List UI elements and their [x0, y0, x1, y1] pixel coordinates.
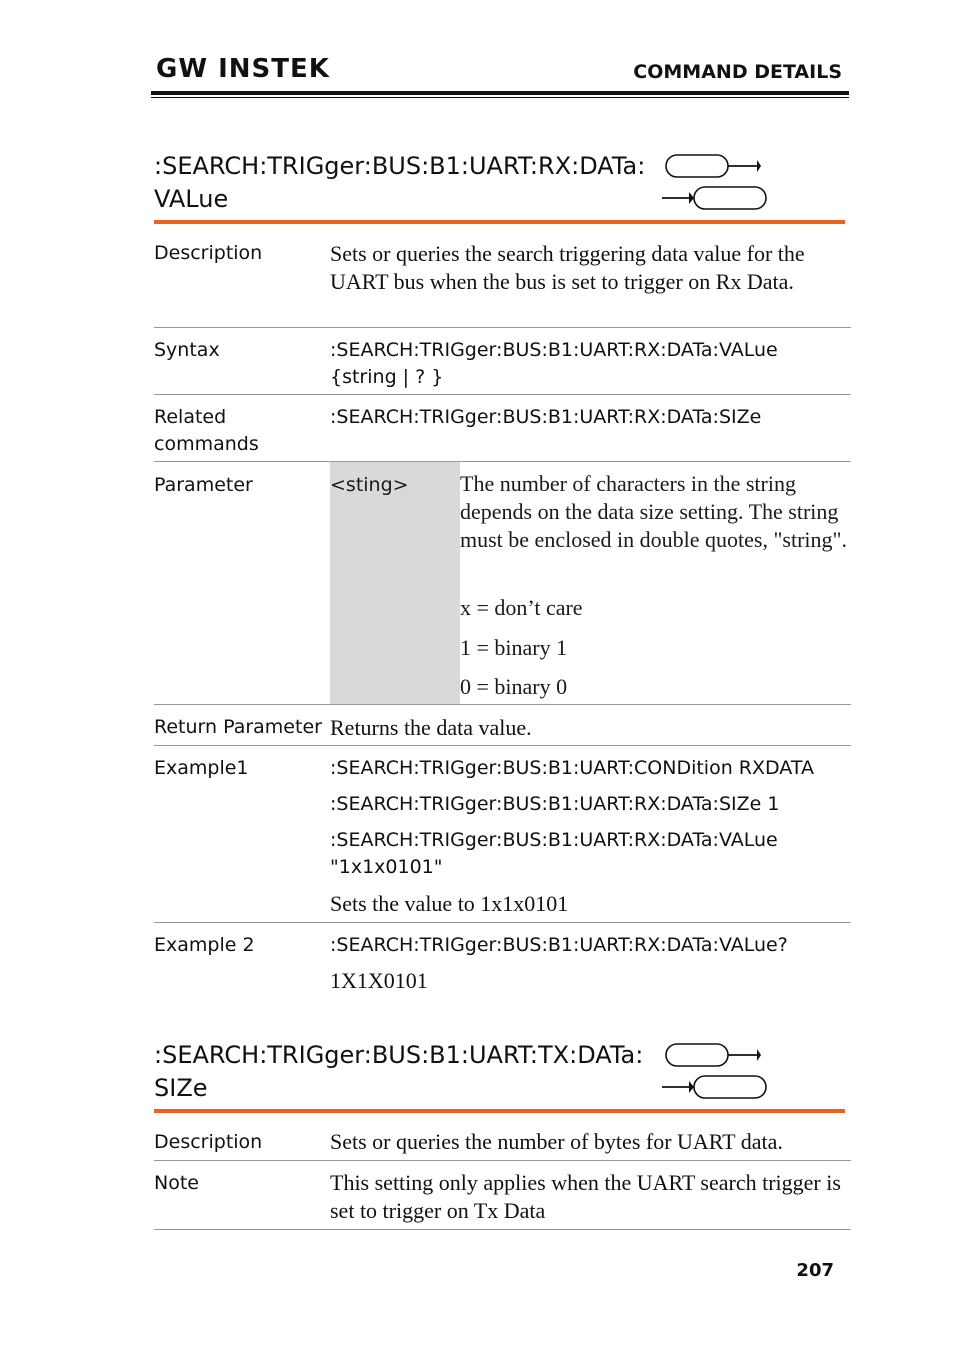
- related-label-line2: commands: [154, 433, 259, 455]
- description-text: Sets or queries the number of bytes for UART data.: [330, 1129, 783, 1154]
- related-label-line1: Related: [154, 406, 227, 428]
- parameter-note: 0 = binary 0: [460, 674, 568, 699]
- description-text: Sets or queries the search triggering data value for the UART bus when the bus is set to trigger on Rx Data.: [330, 241, 805, 294]
- syntax-line: :SEARCH:TRIGger:BUS:B1:UART:RX:DATa:VALue: [330, 339, 778, 361]
- header-divider: [151, 91, 849, 95]
- syntax-label: Syntax: [154, 339, 220, 361]
- example1-command: [330, 827, 845, 881]
- example2-command: :SEARCH:TRIGger:BUS:B1:UART:RX:DATa:VALue?: [330, 934, 788, 956]
- parameter-note: 1 = binary 1: [460, 635, 568, 660]
- command-title: [154, 1039, 654, 1105]
- parameter-name: <sting>: [330, 474, 409, 496]
- related-row: [154, 395, 851, 462]
- syntax-row: [154, 328, 851, 395]
- example2-result: 1X1X0101: [330, 968, 428, 993]
- note-label: Note: [154, 1172, 199, 1194]
- example2-label: Example 2: [154, 934, 255, 956]
- parameter-note: x = don’t care: [460, 595, 583, 620]
- command-divider: [154, 1109, 845, 1113]
- command-title-line1: :SEARCH:TRIGger:BUS:B1:UART:RX:DATa:: [154, 152, 646, 180]
- description-label: Description: [154, 242, 263, 264]
- return-row: [154, 705, 851, 746]
- command-title: [154, 150, 654, 216]
- description-row: [154, 238, 851, 328]
- syntax-args: {string | ? }: [330, 366, 444, 388]
- example1-row: [154, 746, 851, 923]
- description-label: Description: [154, 1131, 263, 1153]
- example1-label: Example1: [154, 757, 249, 779]
- syntax-text: [330, 337, 845, 391]
- command-divider: [154, 220, 845, 224]
- example1-result: Sets the value to 1x1x0101: [330, 891, 569, 916]
- parameter-row: [154, 462, 851, 705]
- command-title-line1: :SEARCH:TRIGger:BUS:B1:UART:TX:DATa:: [154, 1041, 644, 1069]
- note-text: This setting only applies when the UART search trigger is set to trigger on Tx Data: [330, 1170, 841, 1223]
- return-label: Return Parameter: [154, 716, 322, 738]
- brand-logo: GW INSTEK: [156, 54, 330, 84]
- command-title-line2: SIZe: [154, 1074, 208, 1102]
- set-query-icon: [661, 1041, 771, 1103]
- example1-command: :SEARCH:TRIGger:BUS:B1:UART:CONDition RXDATA: [330, 757, 814, 779]
- section-title: COMMAND DETAILS: [633, 61, 842, 83]
- parameter-label: Parameter: [154, 474, 253, 496]
- related-command: :SEARCH:TRIGger:BUS:B1:UART:RX:DATa:SIZe: [330, 406, 762, 428]
- return-text: Returns the data value.: [330, 715, 532, 740]
- related-label: [154, 404, 259, 458]
- example1-command: :SEARCH:TRIGger:BUS:B1:UART:RX:DATa:SIZe 1: [330, 793, 780, 815]
- parameter-description: The number of characters in the string depends on the data size setting. The string must be enclosed in double quotes, "string".: [460, 471, 848, 552]
- command-title-line2: VALue: [154, 185, 229, 213]
- description-row: [154, 1127, 851, 1161]
- example2-row: [154, 923, 851, 1003]
- page-number: 207: [796, 1260, 834, 1281]
- example1-command-line: :SEARCH:TRIGger:BUS:B1:UART:RX:DATa:VALue: [330, 829, 778, 851]
- example1-command-arg: "1x1x0101": [330, 856, 443, 878]
- set-query-icon: [661, 152, 771, 214]
- note-row: [154, 1161, 851, 1230]
- header-divider-thin: [151, 97, 849, 98]
